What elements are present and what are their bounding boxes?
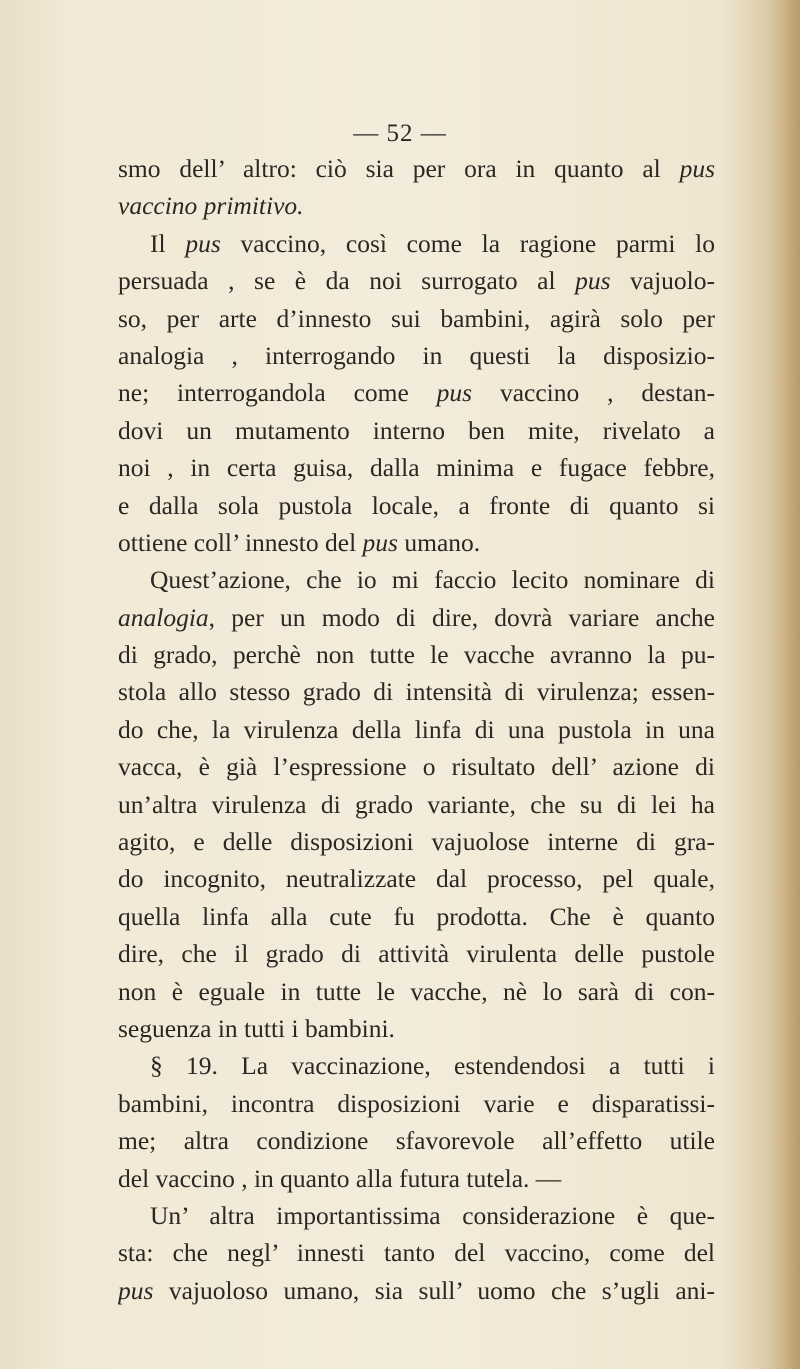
italic-text: pus [679,154,715,183]
text-run: do incognito, neutralizzate dal processo, pel quale, [118,864,715,894]
text-run: ne; interrogandola come [118,378,437,408]
italic-text: analogia [118,602,209,632]
text-line [118,711,715,748]
text-run: non è eguale in tutte le vacche, nè lo sarà di con- [118,976,715,1006]
text-run: vajuolo- [610,266,715,296]
page-edge-stain [766,0,800,1369]
text-line [118,337,715,374]
text-run: analogia , interrogando in questi la disposizio- [118,340,715,370]
text-line [118,524,715,561]
text-run: vacca, è già l’espressione o risultato dell’ azione di [118,752,715,782]
text-run: so, per arte d’innesto sui bambini, agirà solo per [118,303,715,333]
text-line [118,262,715,299]
text-line [118,225,715,262]
italic-text: pus [118,1275,154,1305]
text-line [118,1160,715,1197]
text-run: stola allo stesso grado di intensità di virulenza; essen- [118,677,715,707]
text-run: vaccino , destan- [472,378,715,408]
text-run: , per un modo di dire, dovrà variare anche [208,602,715,632]
text-line [118,673,715,710]
text-line [118,935,715,972]
text-run: e dalla sola pustola locale, a fronte di quanto si [118,490,715,520]
text-line [118,973,715,1010]
body-text [118,150,715,1309]
text-run: persuada , se è da noi surrogato al [118,266,576,296]
text-line [118,748,715,785]
text-run: quella linfa alla cute fu prodotta. Che è quanto [118,901,715,931]
text-line [118,449,715,486]
italic-text: vaccino primitivo. [118,191,304,221]
page-number: — 52 — [353,120,447,147]
text-run: umano. [397,527,481,557]
italic-text: pus [436,378,473,408]
text-line [118,1234,715,1271]
text-run: Un’ altra importantissima considerazione è que- [150,1200,715,1230]
text-line [118,1272,715,1309]
text-run: sta: che negl’ innesti tanto del vaccino, come del [118,1238,715,1268]
text-run: do che, la virulenza della linfa di una pustola in una [118,714,715,744]
text-line [118,1197,715,1234]
text-line [118,487,715,524]
text-run: § 19. La vaccinazione, estendendosi a tutti i [150,1051,715,1081]
text-line [118,1047,715,1084]
text-run: del vaccino , in quanto alla futura tutela. — [118,1163,562,1193]
text-line [118,374,715,411]
text-line [118,1122,715,1159]
text-line [118,150,715,187]
italic-text: pus [185,228,221,258]
italic-text: pus [575,266,611,296]
text-run: vajuoloso umano, sia sull’ uomo che s’ugli ani- [153,1275,715,1305]
text-run: un’altra virulenza di grado variante, che su di lei ha [118,789,715,819]
text-line [118,1010,715,1047]
text-line [118,823,715,860]
text-run: bambini, incontra disposizioni varie e disparatissi- [118,1088,715,1118]
text-run: agito, e delle disposizioni vajuolose interne di gra- [118,827,715,857]
text-line [118,860,715,897]
text-line [118,1085,715,1122]
text-line [118,300,715,337]
text-run: me; altra condizione sfavorevole all’effetto utile [118,1126,715,1156]
text-run: vaccino, così come la ragione parmi lo [220,228,715,258]
text-run: noi , in certa guisa, dalla minima e fugace febbre, [118,453,715,483]
text-line [118,599,715,636]
text-run: seguenza in tutti i bambini. [118,1013,395,1043]
text-line [118,187,715,224]
text-line [118,786,715,823]
text-run: Il [150,228,186,258]
text-run: di grado, perchè non tutte le vacche avranno la pu- [118,640,715,670]
text-line [118,412,715,449]
text-line [118,898,715,935]
text-run: smo dell’ altro: ciò sia per ora in quanto al [118,154,680,183]
text-line [118,561,715,598]
text-run: dovi un mutamento interno ben mite, rivelato a [118,415,715,445]
text-run: Quest’azione, che io mi faccio lecito nominare di [150,565,715,595]
italic-text: pus [362,527,398,557]
text-line [118,636,715,673]
text-run: dire, che il grado di attività virulenta delle pustole [118,939,715,969]
text-run: ottiene coll’ innesto del [118,527,363,557]
